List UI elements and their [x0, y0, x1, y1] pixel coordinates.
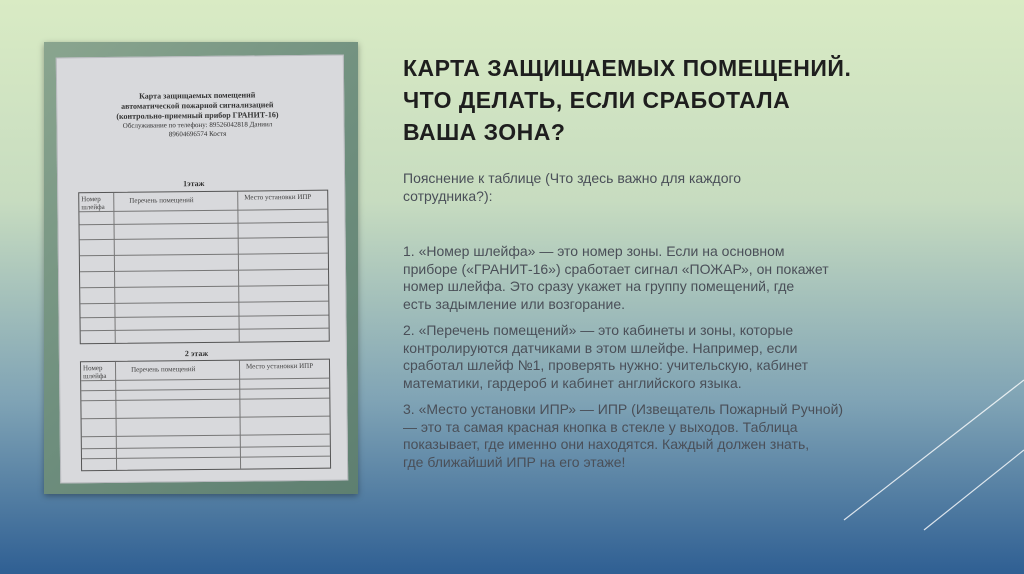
slide-title-line: ВАША ЗОНА?	[403, 119, 566, 145]
photo-doc-col-header: Перечень помещений	[129, 196, 194, 205]
photo-doc-header	[87, 90, 307, 140]
intro-line: Пояснение к таблице (Что здесь важно для каждого	[403, 170, 742, 186]
photo-doc-table-1	[78, 190, 330, 345]
point-1-line: 1. «Номер шлейфа» — это номер зоны. Если на основном	[403, 243, 785, 259]
point-2-line: математики, гардероб и кабинет английского языка.	[403, 374, 742, 391]
point-3-line: где ближайший ИПР на его этаже!	[403, 453, 626, 470]
point-1-line: номер шлейфа. Это сразу укажет на группу помещений, где	[403, 278, 795, 294]
photo-doc-floor2: 2 этаж	[184, 348, 209, 359]
point-2-line: 2. «Перечень помещений» — это кабинеты и зоны, которые	[403, 322, 794, 338]
slide-title-line: ЧТО ДЕЛАТЬ, ЕСЛИ СРАБОТАЛА	[403, 87, 791, 113]
photo-doc-contact: 89604696574 Костя	[168, 129, 227, 139]
slide-title	[403, 52, 963, 148]
point-2-line: сработал шлейф №1, проверять нужно: учительскую, кабинет	[403, 357, 808, 373]
slide-body	[403, 170, 963, 471]
intro-line: сотрудника?):	[403, 187, 493, 204]
point-3-line: показывает, где именно они находятся. Каждый должен знать,	[403, 436, 810, 452]
paper-sheet	[56, 55, 348, 484]
point-1-line: есть задымление или возгорание.	[403, 295, 626, 312]
point-3-line: — это та самая красная кнопка в стекле у выходов. Таблица	[403, 418, 798, 435]
photo-doc-col-header: Перечень помещений	[131, 365, 196, 374]
photo-doc-contact: Обслуживание по телефону: 89526042818 Даниил	[122, 120, 273, 130]
photo-doc-col-header: Номер шлейфа	[81, 195, 105, 212]
point-3-line: 3. «Место установки ИПР» — ИПР (Извещатель Пожарный Ручной)	[403, 401, 844, 417]
photo-doc-col-header: Место установки ИПР	[244, 192, 312, 202]
photo-doc-floor1: 1этаж	[183, 178, 205, 189]
photo-doc-table-2	[80, 359, 331, 472]
slide-title-line: КАРТА ЗАЩИЩАЕМЫХ ПОМЕЩЕНИЙ.	[403, 55, 852, 81]
photo-doc-header-line: (контрольно-приемный прибор ГРАНИТ-16)	[116, 110, 279, 121]
point-2-line: контролируются датчиками в этом шлейфе. Например, если	[403, 339, 798, 356]
photo-doc-col-header: Номер шлейфа	[82, 364, 107, 381]
photo-doc-header-line: Карта защищаемых помещений	[139, 90, 256, 101]
photo-doc-col-header: Место установки ИПР	[245, 361, 314, 371]
photo-doc-header-line: автоматической пожарной сигнализацией	[121, 100, 274, 111]
point-1-line: приборе («ГРАНИТ-16») сработает сигнал «ПОЖАР», он покажет	[403, 260, 829, 277]
fire-alarm-map-photo	[44, 42, 358, 494]
